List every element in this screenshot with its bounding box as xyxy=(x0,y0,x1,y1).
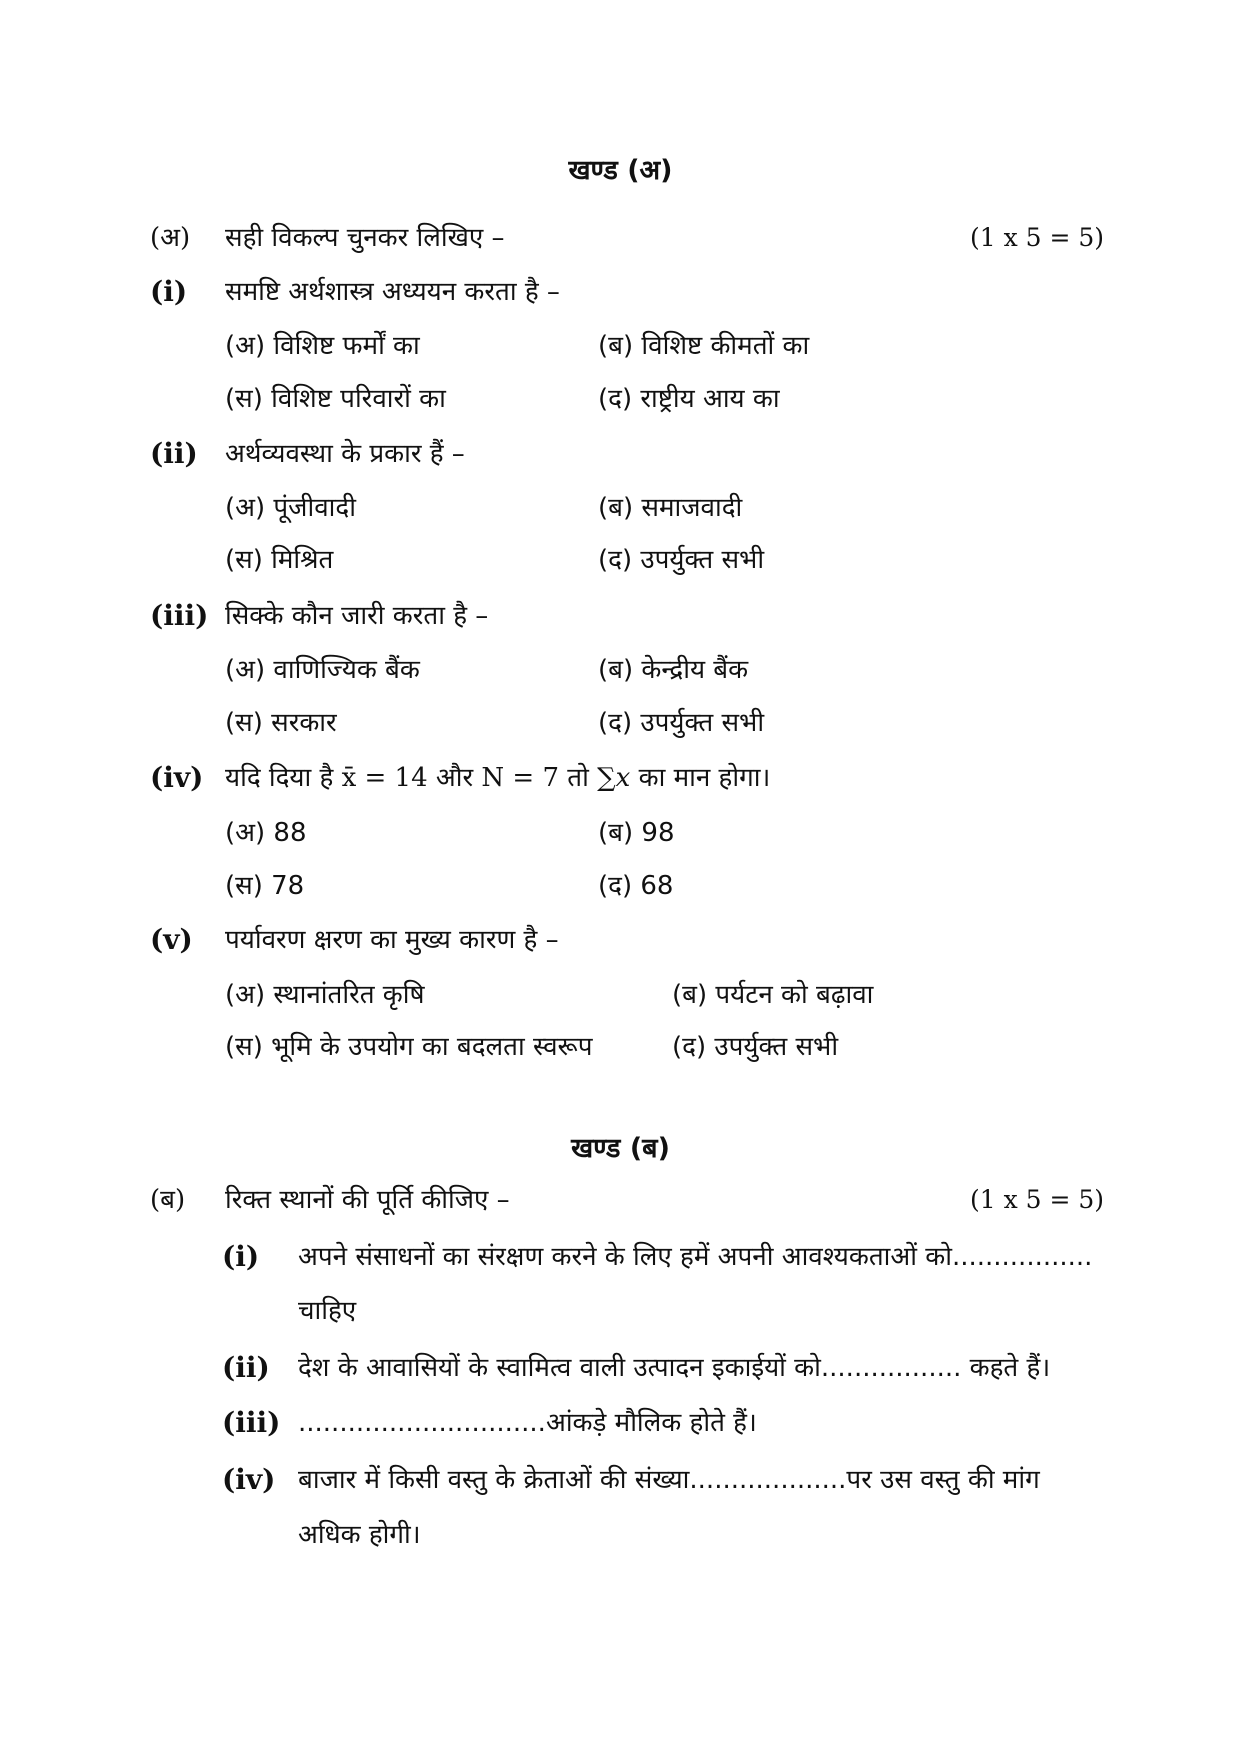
option-row xyxy=(0,975,1241,1015)
option: (अ) स्थानांतरित कृषि xyxy=(225,980,425,1010)
option: (ब) 98 xyxy=(598,818,675,848)
section-b-heading: खण्ड (ब) xyxy=(571,1133,670,1164)
fill-blank-row xyxy=(0,1291,1241,1331)
question-number: (v) xyxy=(150,923,193,956)
option: (अ) वाणिज्यिक बैंक xyxy=(225,655,420,685)
item-text: चाहिए xyxy=(298,1296,357,1326)
option: (स) भूमि के उपयोग का बदलता स्वरूप xyxy=(225,1032,593,1062)
section-b-marks: (1 x 5 = 5) xyxy=(970,1185,1105,1214)
question-text-part: तो xyxy=(567,763,589,793)
question-row xyxy=(0,758,1241,798)
item-number: (iii) xyxy=(222,1406,281,1439)
option: (द) 68 xyxy=(598,871,674,901)
option-row xyxy=(0,540,1241,580)
question-row xyxy=(0,272,1241,312)
question-text-part: यदि दिया है xyxy=(225,763,334,793)
math-expression: ∑x xyxy=(597,763,631,793)
option-row xyxy=(0,326,1241,366)
section-a-instruction: सही विकल्प चुनकर लिखिए – xyxy=(225,223,505,253)
question-number: (iv) xyxy=(150,761,204,794)
question-row xyxy=(0,596,1241,636)
option: (स) विशिष्ट परिवारों का xyxy=(225,384,446,414)
option: (ब) केन्द्रीय बैंक xyxy=(598,655,749,685)
option: (स) सरकार xyxy=(225,708,337,738)
item-number: (ii) xyxy=(222,1351,270,1384)
fill-blank-row xyxy=(0,1460,1241,1500)
fill-blank-row xyxy=(0,1237,1241,1277)
option-row xyxy=(0,813,1241,853)
section-a-label: (अ) xyxy=(150,223,191,253)
section-a-instruction-row xyxy=(0,218,1241,258)
section-a-heading: खण्ड (अ) xyxy=(568,155,673,186)
item-text: अधिक होगी। xyxy=(298,1520,421,1550)
fill-blank-row xyxy=(0,1403,1241,1443)
question-text-part: का मान होगा। xyxy=(638,763,771,793)
option: (स) मिश्रित xyxy=(225,545,334,575)
option: (द) उपर्युक्त सभी xyxy=(598,545,765,575)
question-text: पर्यावरण क्षरण का मुख्य कारण है – xyxy=(225,925,559,955)
option: (ब) समाजवादी xyxy=(598,493,743,523)
option-row xyxy=(0,379,1241,419)
item-text: अपने संसाधनों का संरक्षण करने के लिए हमें अपनी आवश्यकताओं को................. xyxy=(298,1242,1093,1272)
question-text: समष्टि अर्थशास्त्र अध्ययन करता है – xyxy=(225,277,560,307)
option: (अ) 88 xyxy=(225,818,307,848)
option: (द) उपर्युक्त सभी xyxy=(672,1032,839,1062)
question-text: अर्थव्यवस्था के प्रकार हैं – xyxy=(225,439,465,469)
option: (अ) पूंजीवादी xyxy=(225,493,356,523)
math-expression: x̄ = 14 xyxy=(341,763,428,793)
option: (अ) विशिष्ट फर्मों का xyxy=(225,331,420,361)
option: (ब) पर्यटन को बढ़ावा xyxy=(672,980,874,1010)
item-text: ..............................आंकड़े मौलिक होते हैं। xyxy=(298,1408,757,1438)
option: (ब) विशिष्ट कीमतों का xyxy=(598,331,810,361)
question-row xyxy=(0,920,1241,960)
option-row xyxy=(0,866,1241,906)
option-row xyxy=(0,650,1241,690)
question-text: सिक्के कौन जारी करता है – xyxy=(225,601,489,631)
question-text-part: और xyxy=(435,763,474,793)
item-text: बाजार में किसी वस्तु के क्रेताओं की संख्या...................पर उस वस्तु की मांग xyxy=(298,1465,1040,1495)
question-number: (iii) xyxy=(150,599,209,632)
item-number: (iv) xyxy=(222,1463,276,1496)
option-row xyxy=(0,1027,1241,1067)
question-number: (i) xyxy=(150,275,188,308)
question-row xyxy=(0,434,1241,474)
item-number: (i) xyxy=(222,1240,260,1273)
option: (स) 78 xyxy=(225,871,305,901)
fill-blank-row xyxy=(0,1348,1241,1388)
question-text xyxy=(225,758,770,798)
option-row xyxy=(0,703,1241,743)
item-text: देश के आवासियों के स्वामित्व वाली उत्पादन इकाईयों को................. कहते हैं। xyxy=(298,1353,1051,1383)
question-number: (ii) xyxy=(150,437,198,470)
math-expression: N = 7 xyxy=(481,763,560,793)
section-a-marks: (1 x 5 = 5) xyxy=(970,223,1105,252)
section-b-label: (ब) xyxy=(150,1185,186,1215)
fill-blank-row xyxy=(0,1515,1241,1555)
option-row xyxy=(0,488,1241,528)
option: (द) उपर्युक्त सभी xyxy=(598,708,765,738)
option: (द) राष्ट्रीय आय का xyxy=(598,384,780,414)
section-b-instruction-row xyxy=(0,1180,1241,1220)
section-b-instruction: रिक्त स्थानों की पूर्ति कीजिए – xyxy=(225,1185,510,1215)
